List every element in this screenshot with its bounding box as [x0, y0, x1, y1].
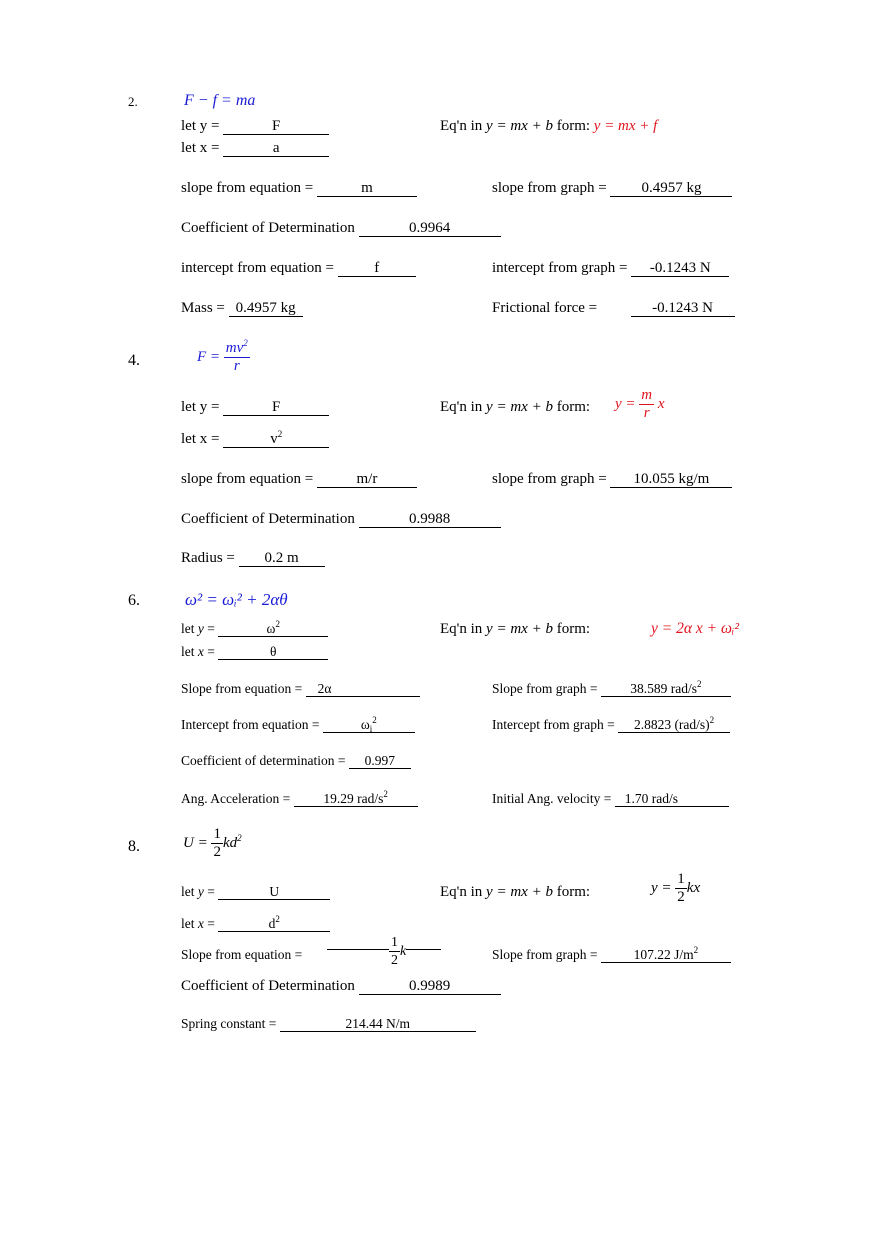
answer-numerator: 1 — [677, 871, 685, 887]
intercept-graph-label: intercept from graph = — [492, 260, 628, 276]
form-label: form: — [556, 399, 591, 415]
let-y-var: y — [197, 884, 204, 899]
let-x-value: $d^2$ — [218, 916, 330, 932]
spring-constant-row — [181, 1015, 476, 1033]
equation-numerator: 1 — [213, 826, 221, 842]
cod-label: Coefficient of Determination — [181, 978, 355, 994]
friction-row — [492, 299, 735, 317]
let-x-label: let — [181, 916, 195, 931]
eqn-form-row — [440, 620, 590, 638]
let-y-label: let y = — [181, 399, 220, 415]
let-y-value: F — [223, 400, 329, 416]
radius-label: Radius = — [181, 550, 235, 566]
eqn-form-answer: y = 2α x + ωᵢ² — [651, 620, 739, 637]
cod-value: 0.9989 — [359, 979, 501, 995]
let-y-eq: = — [207, 884, 215, 899]
eqn-form-generic: y = mx + b — [486, 884, 553, 900]
intercept-equation-label: intercept from equation = — [181, 260, 334, 276]
problem-number: 8. — [128, 838, 140, 855]
equation-exponent: 2 — [237, 832, 242, 843]
let-y-var: y — [197, 621, 204, 636]
answer-numerator: m — [641, 387, 653, 403]
let-y-eq: = — [207, 621, 215, 636]
radius-value: 0.2 m — [239, 551, 325, 567]
cod-row — [181, 219, 501, 237]
answer-lhs: y = — [615, 395, 636, 412]
let-x-value: $v^2$ — [223, 432, 329, 448]
problem-equation — [197, 340, 250, 375]
mass-row — [181, 299, 303, 317]
problem-number: 6. — [128, 592, 140, 609]
intercept-graph-value: 2.8823 $(rad/s)^2$ — [618, 717, 730, 733]
intercept-graph-label: Intercept from graph = — [492, 717, 615, 732]
slope-equation-label: Slope from equation = — [181, 947, 303, 962]
slope-graph-label: slope from graph = — [492, 180, 607, 196]
eqn-form-answer — [651, 871, 700, 906]
let-y-value: $\omega^2$ — [218, 621, 328, 637]
let-x-label: let x = — [181, 140, 220, 156]
initial-velocity-value: 1.70 rad/s — [615, 791, 729, 807]
cod-label: Coefficient of Determination — [181, 511, 355, 527]
slope-equation-label: Slope from equation = — [181, 681, 303, 696]
cod-value: 0.9964 — [359, 221, 501, 237]
equation-denominator: 2 — [213, 844, 221, 860]
initial-velocity-row — [492, 790, 729, 808]
eqn-form-row — [440, 883, 590, 901]
slope-graph-row — [492, 680, 731, 698]
eqn-form-answer: y = mx + f — [593, 118, 658, 134]
let-x-eq: = — [207, 916, 215, 931]
let-y-label: let — [181, 884, 195, 899]
eqn-form-label: Eq'n in — [440, 621, 483, 637]
answer-denominator: 2 — [677, 889, 685, 905]
equation-lhs: U = — [183, 834, 208, 851]
slope-equation-value: m — [317, 181, 417, 197]
equation-lhs: F = — [197, 348, 221, 365]
slope-equation-row — [181, 470, 417, 488]
let-x-row — [181, 915, 330, 933]
intercept-graph-row — [492, 716, 730, 734]
problem-equation: ω² = ωᵢ² + 2αθ — [185, 590, 288, 609]
let-y-row — [181, 883, 330, 901]
ang-acceleration-value: 19.29 rad/$s^2$ — [294, 791, 418, 807]
slope-graph-value: 38.589 rad/$s^2$ — [601, 681, 731, 697]
slope-graph-value: 10.055 kg/m — [610, 472, 732, 488]
cod-label: Coefficient of Determination — [181, 220, 355, 236]
problem-equation — [183, 826, 242, 861]
mass-label: Mass = — [181, 300, 225, 316]
slope-equation-label: slope from equation = — [181, 180, 314, 196]
let-x-var: x — [197, 916, 204, 931]
let-x-row — [181, 430, 329, 448]
answer-var: x — [657, 395, 665, 412]
intercept-equation-row — [181, 259, 416, 277]
let-y-label: let — [181, 621, 195, 636]
friction-value: -0.1243 N — [631, 301, 735, 317]
friction-label: Frictional force = — [492, 300, 598, 316]
let-x-value: a — [223, 141, 329, 157]
intercept-equation-label: Intercept from equation = — [181, 717, 320, 732]
equation-denominator: r — [233, 358, 240, 374]
initial-velocity-label: Initial Ang. velocity = — [492, 791, 612, 806]
let-x-eq: = — [207, 644, 215, 659]
let-x-value: θ — [218, 644, 328, 660]
let-y-value: U — [218, 884, 330, 900]
problem-number: 2. — [128, 94, 138, 109]
eqn-form-row — [440, 398, 590, 416]
slope-equation-value: 2α — [306, 681, 420, 697]
spring-constant-label: Spring constant = — [181, 1016, 277, 1031]
slope-graph-row — [492, 470, 732, 488]
eqn-form-answer — [615, 387, 665, 422]
slope-graph-label: slope from graph = — [492, 471, 607, 487]
eqn-form-label: Eq'n in — [440, 118, 483, 134]
slope-graph-label: Slope from graph = — [492, 947, 598, 962]
form-label: form: — [556, 884, 591, 900]
let-x-var: x — [197, 644, 204, 659]
equation-rhs: kd — [222, 834, 238, 851]
let-y-label: let y = — [181, 118, 220, 134]
cod-row — [181, 977, 501, 995]
slope-graph-row — [492, 946, 731, 964]
eqn-form-label: Eq'n in — [440, 884, 483, 900]
intercept-graph-value: -0.1243 N — [631, 261, 729, 277]
eqn-form-generic: y = mx + b — [486, 621, 553, 637]
slope-graph-row — [492, 179, 732, 197]
eqn-form-row — [440, 117, 657, 135]
let-y-value: F — [223, 119, 329, 135]
let-x-row — [181, 643, 328, 661]
slope-graph-value: 0.4957 kg — [610, 181, 732, 197]
slope-graph-label: Slope from graph = — [492, 681, 598, 696]
intercept-graph-row — [492, 259, 729, 277]
slope-equation-value: m/r — [317, 472, 417, 488]
eqn-form-generic: y = mx + b — [486, 399, 553, 415]
let-x-label: let x = — [181, 431, 220, 447]
slope-equation-denominator: 2 — [391, 953, 398, 968]
form-label: form: — [556, 118, 591, 134]
slope-equation-label: slope from equation = — [181, 471, 314, 487]
mass-value: 0.4957 kg — [229, 301, 303, 317]
form-label: form: — [556, 621, 591, 637]
slope-equation-underline — [327, 948, 441, 950]
intercept-equation-value: $\omega_i^2$ — [323, 717, 415, 733]
let-y-row — [181, 117, 329, 135]
let-y-row — [181, 398, 329, 416]
problem-number: 4. — [128, 352, 140, 369]
slope-equation-row — [181, 179, 417, 197]
problem-equation: F − f = ma — [184, 92, 256, 109]
let-x-label: let — [181, 644, 195, 659]
slope-graph-value: 107.22 $J/m^2$ — [601, 947, 731, 963]
equation-numerator: mv — [225, 340, 244, 356]
let-x-row — [181, 139, 329, 157]
slope-equation-value — [389, 934, 406, 969]
eqn-form-label: Eq'n in — [440, 399, 483, 415]
intercept-equation-value: f — [338, 261, 416, 277]
equation-exponent: 2 — [243, 338, 248, 348]
answer-rhs: kx — [686, 879, 701, 896]
cod-value: 0.9988 — [359, 512, 501, 528]
answer-denominator: r — [643, 405, 650, 421]
answer-lhs: y = — [651, 879, 672, 896]
ang-acceleration-row — [181, 790, 418, 808]
radius-row — [181, 549, 325, 567]
ang-acceleration-label: Ang. Acceleration = — [181, 791, 291, 806]
cod-row — [181, 510, 501, 528]
spring-constant-value: 214.44 N/m — [280, 1016, 476, 1032]
intercept-equation-row — [181, 716, 415, 734]
slope-equation-numerator: 1 — [391, 935, 398, 950]
slope-equation-row — [181, 680, 420, 698]
eqn-form-generic: y = mx + b — [486, 118, 553, 134]
cod-value: 0.997 — [349, 753, 411, 769]
cod-label: Coefficient of determination = — [181, 753, 346, 768]
slope-equation-var: k — [400, 943, 407, 959]
let-y-row — [181, 620, 328, 638]
cod-row — [181, 752, 411, 770]
